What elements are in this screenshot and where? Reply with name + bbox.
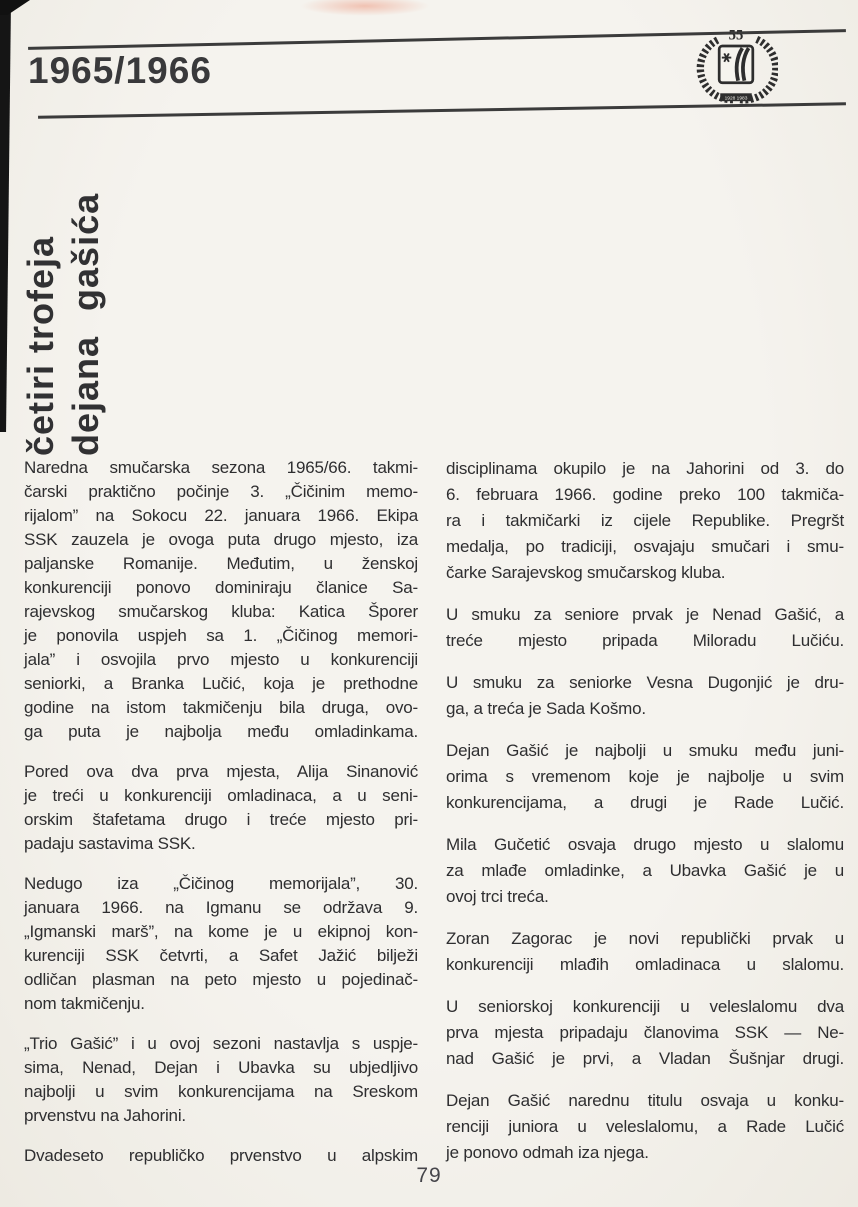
text-line: Dejan Gašić je najbolji u smuku među juni- (446, 741, 844, 760)
text-line: januara 1966. na Igmanu se održava 9. (24, 898, 418, 917)
text-line: rijalom” na Sokocu 22. januara 1966. Ekipa (24, 506, 418, 525)
text-line: godine na istom takmičenju bila druga, ovo- (24, 698, 418, 717)
text-line: „Trio Gašić” i u ovoj sezoni nastavlja s uspje- (24, 1034, 418, 1053)
article-title-line1: četiri trofeja (20, 235, 61, 456)
text-line: konkurenciji ponovo dominiraju članice Sa- (24, 578, 418, 597)
text-line: Mila Gučetić osvaja drugo mjesto u slalomu (446, 835, 844, 854)
scan-artifact-left-bar (0, 0, 11, 432)
laurel-wreath-icon (694, 24, 778, 108)
text-line: prva mjesta pripadaju članovima SSK — Ne- (446, 1023, 844, 1042)
anniversary-badge (694, 24, 778, 108)
badge-number: 55 (728, 27, 744, 44)
text-line: rajevskog smučarskog kluba: Katica Šporer (24, 602, 418, 621)
text-line: U smuku za seniorke Vesna Dugonjić je dru- (446, 673, 844, 692)
text-line: konkurenciji mlađih omladinaca u slalomu. (446, 955, 844, 974)
text-line: padaju sastavima SSK. (24, 834, 196, 853)
paragraph (446, 926, 844, 978)
text-line: U smuku za seniore prvak je Nenad Gašić, a (446, 605, 844, 624)
text-line: 6. februara 1966. godine preko 100 takmiča- (446, 485, 844, 504)
paragraph (446, 832, 844, 910)
text-line: Nedugo iza „Čičinog memorijala”, 30. (24, 874, 418, 893)
right-column (446, 456, 844, 1182)
page-number: 79 (416, 1164, 442, 1187)
paragraph (24, 872, 418, 1016)
text-line: jala” i osvojila prvo mjesto u konkurenciji (24, 650, 418, 669)
text-line: renciji juniora u veleslalomu, a Rade Lučić (446, 1117, 844, 1136)
text-line: „Igmanski marš”, na kome je u ekipnoj kon- (24, 922, 418, 941)
text-line: prvenstvu na Jahorini. (24, 1106, 186, 1125)
text-line: treće mjesto pripada Miloradu Lučiću. (446, 631, 844, 650)
text-line: SSK zauzela je ovoga puta drugo mjesto, iza (24, 530, 418, 549)
text-line: disciplinama okupilo je na Jahorini od 3. do (446, 459, 844, 478)
text-line: čarski praktično počinje 3. „Čičinim memo- (24, 482, 418, 501)
text-line: je ponovo odmah iza njega. (446, 1143, 649, 1162)
text-line: Pored ova dva prva mjesta, Alija Sinanović (24, 762, 418, 781)
text-line: nom takmičenju. (24, 994, 145, 1013)
text-line: orima s vremenom koje je najbolje u svim (446, 767, 844, 786)
page-title: 1965/1966 (28, 50, 212, 91)
text-line: odličan plasman na peto mjesto u pojedinač- (24, 970, 418, 989)
badge-years: 1928 1983 (724, 96, 748, 102)
text-line: Dejan Gašić narednu titulu osvaja u konku- (446, 1091, 844, 1110)
scan-artifact-corner (0, 0, 30, 15)
text-line: nad Gašić je prvi, a Vladan Šušnjar drugi. (446, 1049, 844, 1068)
text-line: U seniorskoj konkurenciji u veleslalomu dva (446, 997, 844, 1016)
text-line: Naredna smučarska sezona 1965/66. takmi- (24, 458, 418, 477)
text-line: sima, Nenad, Dejan i Ubavka su ubjedljivo (24, 1058, 418, 1077)
paragraph (446, 670, 844, 722)
paragraph (446, 738, 844, 816)
left-column (24, 456, 418, 1184)
text-line: Dvadeseto republičko prvenstvo u alpskim (24, 1146, 418, 1165)
text-line: Zoran Zagorac je novi republički prvak u (446, 929, 844, 948)
text-line: najbolji u svim konkurencijama na Sreskom (24, 1082, 418, 1101)
paragraph (446, 1088, 844, 1166)
scan-artifact-smudge (300, 0, 430, 16)
text-line: ga puta je najbolja među omladinkama. (24, 722, 418, 741)
text-line: ga, a treća je Sada Košmo. (446, 699, 646, 718)
text-line: je ponovila uspjeh sa 1. „Čičinog memori- (24, 626, 418, 645)
text-line: seniorki, a Branka Lučić, koja je prethodne (24, 674, 418, 693)
text-line: ovoj trci treća. (446, 887, 549, 906)
paragraph (446, 456, 844, 586)
paragraph (446, 602, 844, 654)
text-line: ra i takmičarki iz cijele Republike. Pregršt (446, 511, 844, 530)
text-line: kurenciji SSK četvrti, a Safet Jažić bilježi (24, 946, 418, 965)
header-divider (38, 102, 846, 118)
text-line: paljanske Romanije. Međutim, u ženskoj (24, 554, 418, 573)
paragraph (446, 994, 844, 1072)
article-title (18, 182, 112, 456)
text-line: je treći u konkurenciji omladinaca, a u seni- (24, 786, 418, 805)
paragraph (24, 760, 418, 856)
text-line: čarke Sarajevskog smučarskog kluba. (446, 563, 726, 582)
text-line: medalja, po tradiciji, osvajaju smučari i smu- (446, 537, 844, 556)
text-line: za mlađe omladinke, a Ubavka Gašić je u (446, 861, 844, 880)
paragraph (24, 456, 418, 744)
paragraph (24, 1032, 418, 1128)
article-title-line2: dejana gašića (65, 192, 106, 456)
text-line: orskim štafetama drugo i treće mjesto pri- (24, 810, 418, 829)
text-line: konkurencijama, a drugi je Rade Lučić. (446, 793, 844, 812)
